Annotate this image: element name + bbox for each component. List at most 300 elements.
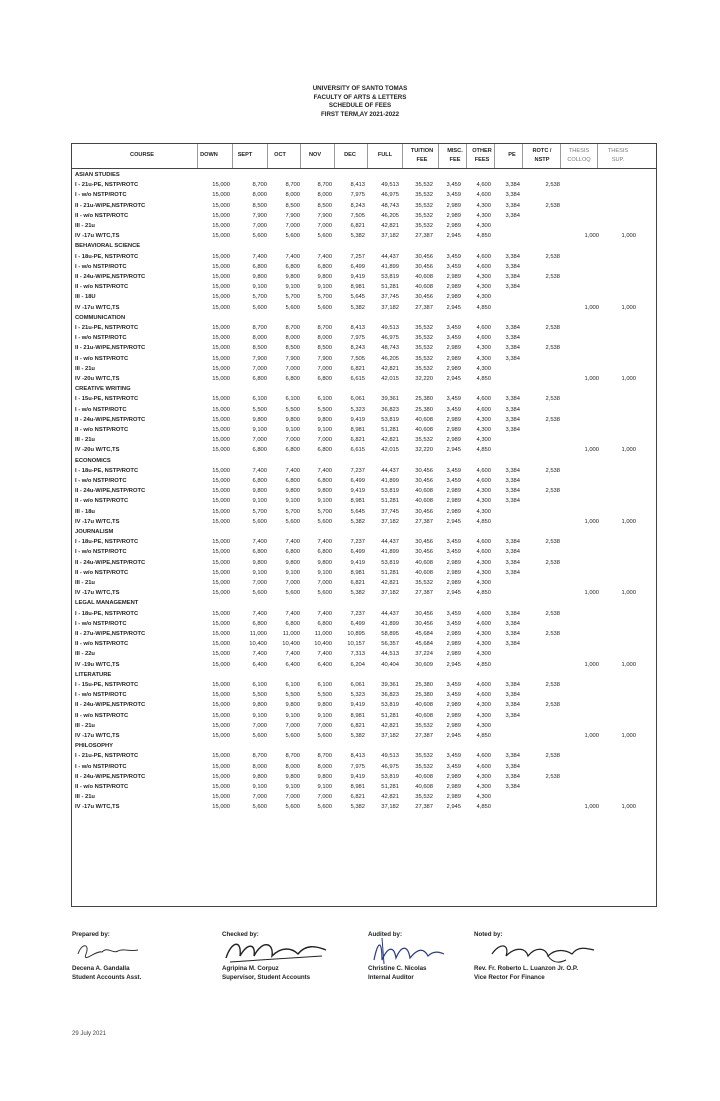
amount-cell: 15,000 bbox=[212, 610, 230, 617]
amount-cell: 5,500 bbox=[252, 692, 267, 699]
amount-cell: 4,300 bbox=[476, 498, 491, 505]
signatory-name: Christine C. Nicolas bbox=[368, 965, 427, 972]
amount-cell: 6,499 bbox=[350, 263, 365, 270]
amount-cell: 6,499 bbox=[350, 478, 365, 484]
amount-cell: 1,000 bbox=[621, 804, 636, 811]
amount-cell: 6,100 bbox=[317, 396, 332, 403]
amount-cell: 4,300 bbox=[476, 355, 491, 362]
amount-cell: 4,300 bbox=[476, 488, 491, 495]
amount-cell: 7,400 bbox=[252, 253, 267, 260]
amount-cell: 40,608 bbox=[415, 498, 433, 505]
table-row bbox=[72, 496, 656, 506]
amount-cell: 1,000 bbox=[621, 233, 636, 240]
amount-cell: 6,821 bbox=[350, 437, 365, 444]
amount-cell: 7,000 bbox=[317, 223, 332, 229]
amount-cell: 3,384 bbox=[505, 284, 520, 291]
amount-cell: 35,532 bbox=[415, 437, 433, 444]
amount-cell: 7,900 bbox=[317, 212, 332, 219]
amount-cell: 53,819 bbox=[381, 274, 399, 280]
signature-audited bbox=[368, 934, 448, 966]
amount-cell: 6,800 bbox=[285, 447, 300, 454]
amount-cell: 2,538 bbox=[545, 631, 560, 637]
amount-cell: 5,600 bbox=[252, 518, 267, 525]
amount-cell: 2,989 bbox=[446, 355, 461, 362]
amount-cell: 30,456 bbox=[415, 539, 433, 546]
amount-cell: 7,900 bbox=[285, 212, 300, 219]
amount-cell: 41,899 bbox=[381, 620, 399, 627]
course-cell: II - 24u-W/PE,NSTP/ROTC bbox=[75, 773, 146, 780]
table-row bbox=[72, 762, 656, 772]
course-cell: I - w/o NSTP/ROTC bbox=[75, 263, 127, 270]
amount-cell: 15,000 bbox=[212, 192, 230, 199]
amount-cell: 3,384 bbox=[505, 559, 520, 566]
course-cell: III - 22u bbox=[75, 651, 95, 658]
amount-cell: 2,989 bbox=[446, 559, 461, 566]
amount-cell: 32,220 bbox=[415, 376, 433, 382]
course-cell: II - 24u-W/PE,NSTP/ROTC bbox=[75, 702, 146, 709]
amount-cell: 6,800 bbox=[252, 376, 267, 382]
amount-cell: 5,600 bbox=[285, 590, 300, 597]
table-row bbox=[72, 547, 656, 557]
amount-cell: 1,000 bbox=[621, 590, 636, 597]
university-name: UNIVERSITY OF SANTO TOMAS bbox=[312, 85, 408, 92]
amount-cell: 15,000 bbox=[212, 304, 230, 311]
amount-cell: 7,000 bbox=[252, 223, 267, 229]
amount-cell: 45,684 bbox=[415, 641, 433, 648]
table-row bbox=[72, 619, 656, 629]
table-row bbox=[72, 333, 656, 343]
amount-cell: 2,538 bbox=[545, 396, 560, 403]
amount-cell: 7,400 bbox=[285, 539, 300, 546]
amount-cell: 7,000 bbox=[285, 580, 300, 586]
amount-cell: 2,989 bbox=[446, 212, 461, 219]
amount-cell: 15,000 bbox=[212, 661, 230, 668]
amount-cell: 15,000 bbox=[212, 437, 230, 444]
amount-cell: 35,532 bbox=[415, 325, 433, 331]
amount-cell: 9,800 bbox=[285, 773, 300, 780]
amount-cell: 53,819 bbox=[381, 488, 399, 495]
amount-cell: 2,538 bbox=[545, 773, 560, 780]
amount-cell: 2,538 bbox=[545, 325, 560, 331]
amount-cell: 2,989 bbox=[446, 569, 461, 576]
amount-cell: 27,387 bbox=[415, 590, 433, 597]
amount-cell: 3,384 bbox=[505, 274, 520, 280]
amount-cell: 7,313 bbox=[350, 651, 365, 658]
table-row bbox=[72, 394, 656, 404]
amount-cell: 2,538 bbox=[545, 682, 560, 688]
amount-cell: 2,989 bbox=[446, 641, 461, 648]
amount-cell: 15,000 bbox=[212, 763, 230, 770]
amount-cell: 4,600 bbox=[476, 396, 491, 403]
amount-cell: 6,100 bbox=[285, 396, 300, 403]
amount-cell: 5,600 bbox=[317, 233, 332, 240]
table-row bbox=[72, 405, 656, 415]
amount-cell: 9,800 bbox=[317, 559, 332, 566]
amount-cell: 7,000 bbox=[252, 794, 267, 801]
course-cell: IV -17u W/TC,TS bbox=[75, 590, 120, 597]
table-row bbox=[72, 374, 656, 384]
amount-cell: 30,609 bbox=[415, 661, 433, 668]
table-row bbox=[72, 649, 656, 659]
amount-cell: 30,456 bbox=[415, 620, 433, 627]
course-cell: I - 18u-PE, NSTP/ROTC bbox=[75, 467, 139, 474]
amount-cell: 7,257 bbox=[350, 253, 365, 260]
amount-cell: 7,000 bbox=[252, 437, 267, 444]
amount-cell: 4,850 bbox=[476, 733, 491, 739]
amount-cell: 5,323 bbox=[350, 692, 365, 699]
amount-cell: 3,459 bbox=[446, 325, 461, 331]
amount-cell: 51,281 bbox=[381, 498, 399, 505]
amount-cell: 4,850 bbox=[476, 376, 491, 382]
amount-cell: 6,800 bbox=[317, 478, 332, 484]
amount-cell: 8,700 bbox=[252, 182, 267, 189]
amount-cell: 7,900 bbox=[317, 355, 332, 362]
course-cell: I - w/o NSTP/ROTC bbox=[75, 763, 127, 770]
amount-cell: 3,384 bbox=[505, 263, 520, 270]
amount-cell: 9,100 bbox=[285, 784, 300, 790]
amount-cell: 4,300 bbox=[476, 437, 491, 444]
amount-cell: 41,899 bbox=[381, 263, 399, 270]
amount-cell: 5,500 bbox=[252, 406, 267, 413]
amount-cell: 9,800 bbox=[252, 773, 267, 780]
amount-cell: 8,700 bbox=[252, 753, 267, 760]
amount-cell: 7,400 bbox=[317, 610, 332, 617]
amount-cell: 7,237 bbox=[350, 610, 365, 617]
amount-cell: 51,281 bbox=[381, 569, 399, 576]
section-heading: BEHAVIORAL SCIENCE bbox=[75, 243, 141, 250]
amount-cell: 15,000 bbox=[212, 488, 230, 495]
amount-cell: 48,743 bbox=[381, 345, 399, 352]
amount-cell: 3,459 bbox=[446, 467, 461, 474]
amount-cell: 9,100 bbox=[252, 427, 267, 433]
amount-cell: 5,600 bbox=[317, 518, 332, 525]
amount-cell: 9,800 bbox=[285, 488, 300, 495]
amount-cell: 8,000 bbox=[252, 763, 267, 770]
amount-cell: 6,800 bbox=[285, 620, 300, 627]
amount-cell: 9,800 bbox=[317, 488, 332, 495]
amount-cell: 15,000 bbox=[212, 263, 230, 270]
amount-cell: 40,608 bbox=[415, 284, 433, 291]
signatory-name: Decena A. Gandalla bbox=[72, 965, 130, 972]
amount-cell: 3,459 bbox=[446, 253, 461, 260]
table-row bbox=[72, 731, 656, 741]
column-header-line: SUP. bbox=[611, 156, 625, 163]
amount-cell: 10,895 bbox=[347, 631, 365, 637]
table-header bbox=[72, 144, 656, 169]
amount-cell: 5,600 bbox=[252, 304, 267, 311]
amount-cell: 5,600 bbox=[285, 733, 300, 739]
amount-cell: 35,532 bbox=[415, 763, 433, 770]
amount-cell: 9,100 bbox=[252, 784, 267, 790]
amount-cell: 3,384 bbox=[505, 467, 520, 474]
amount-cell: 35,532 bbox=[415, 202, 433, 209]
amount-cell: 3,459 bbox=[446, 335, 461, 342]
amount-cell: 9,800 bbox=[285, 274, 300, 280]
table-row bbox=[72, 435, 656, 445]
amount-cell: 1,000 bbox=[621, 518, 636, 525]
column-header-line: COLLOQ bbox=[567, 156, 591, 163]
amount-cell: 25,380 bbox=[415, 682, 433, 688]
amount-cell: 9,100 bbox=[252, 284, 267, 291]
amount-cell: 9,100 bbox=[252, 712, 267, 719]
amount-cell: 6,800 bbox=[317, 263, 332, 270]
amount-cell: 15,000 bbox=[212, 692, 230, 699]
amount-cell: 4,600 bbox=[476, 682, 491, 688]
amount-cell: 1,000 bbox=[621, 447, 636, 454]
amount-cell: 3,459 bbox=[446, 396, 461, 403]
amount-cell: 5,645 bbox=[350, 508, 365, 515]
signatory-title: Vice Rector For Finance bbox=[474, 974, 545, 981]
amount-cell: 9,419 bbox=[350, 773, 365, 780]
amount-cell: 30,456 bbox=[415, 549, 433, 556]
table-row bbox=[72, 711, 656, 721]
amount-cell: 3,459 bbox=[446, 763, 461, 770]
amount-cell: 2,989 bbox=[446, 498, 461, 505]
amount-cell: 36,823 bbox=[381, 692, 399, 699]
amount-cell: 40,608 bbox=[415, 784, 433, 790]
course-cell: IV -17u W/TC,TS bbox=[75, 304, 120, 311]
course-cell: IV -20u W/TC,TS bbox=[75, 447, 120, 454]
signatory-title: Student Accounts Asst. bbox=[72, 974, 142, 981]
table-row bbox=[72, 609, 656, 619]
table-row bbox=[72, 700, 656, 710]
amount-cell: 7,000 bbox=[285, 794, 300, 801]
amount-cell: 30,456 bbox=[415, 508, 433, 515]
amount-cell: 3,459 bbox=[446, 682, 461, 688]
amount-cell: 40,608 bbox=[415, 559, 433, 566]
amount-cell: 6,800 bbox=[317, 620, 332, 627]
amount-cell: 15,000 bbox=[212, 518, 230, 525]
course-cell: I - 15u-PE, NSTP/ROTC bbox=[75, 682, 139, 688]
amount-cell: 15,000 bbox=[212, 580, 230, 586]
amount-cell: 15,000 bbox=[212, 702, 230, 709]
course-cell: I - w/o NSTP/ROTC bbox=[75, 335, 127, 342]
table-row bbox=[72, 466, 656, 476]
amount-cell: 9,800 bbox=[252, 559, 267, 566]
column-divider bbox=[334, 144, 335, 168]
amount-cell: 44,437 bbox=[381, 467, 399, 474]
table-row bbox=[72, 588, 656, 598]
amount-cell: 58,895 bbox=[381, 631, 399, 637]
amount-cell: 9,419 bbox=[350, 702, 365, 709]
amount-cell: 7,400 bbox=[252, 539, 267, 546]
table-row bbox=[72, 537, 656, 547]
amount-cell: 40,608 bbox=[415, 702, 433, 709]
amount-cell: 2,945 bbox=[446, 590, 461, 597]
column-header-line: THESIS bbox=[568, 148, 590, 154]
amount-cell: 30,456 bbox=[415, 467, 433, 474]
amount-cell: 5,700 bbox=[252, 508, 267, 515]
amount-cell: 4,600 bbox=[476, 253, 491, 260]
amount-cell: 3,459 bbox=[446, 263, 461, 270]
column-divider bbox=[466, 144, 467, 168]
amount-cell: 2,538 bbox=[545, 202, 560, 209]
amount-cell: 8,000 bbox=[317, 335, 332, 342]
amount-cell: 5,600 bbox=[285, 804, 300, 811]
amount-cell: 42,821 bbox=[381, 223, 399, 229]
amount-cell: 8,700 bbox=[252, 325, 267, 331]
amount-cell: 9,100 bbox=[317, 712, 332, 719]
amount-cell: 4,600 bbox=[476, 406, 491, 413]
amount-cell: 4,600 bbox=[476, 335, 491, 342]
amount-cell: 2,989 bbox=[446, 427, 461, 433]
course-cell: I - 21u-PE, NSTP/ROTC bbox=[75, 182, 139, 189]
amount-cell: 9,100 bbox=[285, 427, 300, 433]
amount-cell: 8,000 bbox=[252, 335, 267, 342]
course-cell: IV -17u W/TC,TS bbox=[75, 804, 120, 811]
course-cell: I - w/o NSTP/ROTC bbox=[75, 620, 127, 627]
column-header-line: NOV bbox=[308, 152, 322, 158]
course-cell: II - w/o NSTP/ROTC bbox=[75, 427, 129, 433]
amount-cell: 44,437 bbox=[381, 610, 399, 617]
amount-cell: 27,387 bbox=[415, 804, 433, 811]
amount-cell: 1,000 bbox=[584, 590, 599, 597]
amount-cell: 7,000 bbox=[285, 722, 300, 729]
amount-cell: 4,300 bbox=[476, 223, 491, 229]
signatory-label: Noted by: bbox=[474, 931, 503, 938]
amount-cell: 7,000 bbox=[317, 365, 332, 372]
amount-cell: 3,384 bbox=[505, 335, 520, 342]
amount-cell: 6,100 bbox=[252, 396, 267, 403]
amount-cell: 3,384 bbox=[505, 539, 520, 546]
amount-cell: 41,899 bbox=[381, 549, 399, 556]
amount-cell: 8,500 bbox=[285, 345, 300, 352]
amount-cell: 9,100 bbox=[317, 427, 332, 433]
table-row bbox=[72, 425, 656, 435]
amount-cell: 11,000 bbox=[282, 631, 300, 637]
amount-cell: 7,237 bbox=[350, 467, 365, 474]
amount-cell: 15,000 bbox=[212, 559, 230, 566]
amount-cell: 3,459 bbox=[446, 406, 461, 413]
amount-cell: 3,384 bbox=[505, 682, 520, 688]
amount-cell: 2,538 bbox=[545, 416, 560, 423]
amount-cell: 4,300 bbox=[476, 794, 491, 801]
amount-cell: 2,989 bbox=[446, 223, 461, 229]
column-header-line: FEE bbox=[416, 156, 428, 163]
amount-cell: 8,000 bbox=[252, 192, 267, 199]
amount-cell: 15,000 bbox=[212, 712, 230, 719]
column-header bbox=[117, 151, 167, 160]
amount-cell: 6,800 bbox=[285, 263, 300, 270]
amount-cell: 3,384 bbox=[505, 631, 520, 637]
column-divider bbox=[367, 144, 368, 168]
amount-cell: 35,532 bbox=[415, 345, 433, 352]
amount-cell: 8,981 bbox=[350, 498, 365, 505]
amount-cell: 5,600 bbox=[317, 733, 332, 739]
amount-cell: 2,989 bbox=[446, 631, 461, 637]
amount-cell: 9,800 bbox=[252, 702, 267, 709]
amount-cell: 8,243 bbox=[350, 202, 365, 209]
course-cell: IV -17u W/TC,TS bbox=[75, 233, 120, 240]
amount-cell: 4,600 bbox=[476, 549, 491, 556]
amount-cell: 4,300 bbox=[476, 722, 491, 729]
table-row bbox=[72, 782, 656, 792]
amount-cell: 4,300 bbox=[476, 641, 491, 648]
signatory-audited bbox=[368, 930, 478, 981]
amount-cell: 4,300 bbox=[476, 784, 491, 790]
amount-cell: 3,384 bbox=[505, 253, 520, 260]
amount-cell: 15,000 bbox=[212, 233, 230, 240]
amount-cell: 6,821 bbox=[350, 794, 365, 801]
amount-cell: 4,300 bbox=[476, 427, 491, 433]
amount-cell: 3,384 bbox=[505, 620, 520, 627]
amount-cell: 15,000 bbox=[212, 284, 230, 291]
table-row bbox=[72, 364, 656, 374]
amount-cell: 3,384 bbox=[505, 416, 520, 423]
amount-cell: 37,745 bbox=[381, 508, 399, 515]
amount-cell: 10,157 bbox=[347, 641, 365, 648]
amount-cell: 37,182 bbox=[381, 233, 399, 240]
amount-cell: 2,989 bbox=[446, 274, 461, 280]
signatory-checked bbox=[222, 930, 372, 981]
amount-cell: 40,608 bbox=[415, 773, 433, 780]
amount-cell: 2,538 bbox=[545, 274, 560, 280]
course-cell: II - 21u-W/PE,NSTP/ROTC bbox=[75, 202, 146, 209]
amount-cell: 37,182 bbox=[381, 733, 399, 739]
amount-cell: 2,945 bbox=[446, 376, 461, 382]
amount-cell: 3,459 bbox=[446, 610, 461, 617]
amount-cell: 51,281 bbox=[381, 284, 399, 291]
amount-cell: 15,000 bbox=[212, 722, 230, 729]
amount-cell: 3,384 bbox=[505, 569, 520, 576]
signatory-label: Checked by: bbox=[222, 931, 259, 938]
amount-cell: 27,387 bbox=[415, 233, 433, 240]
amount-cell: 5,700 bbox=[252, 294, 267, 301]
amount-cell: 3,384 bbox=[505, 345, 520, 352]
table-row bbox=[72, 211, 656, 221]
signatory-title: Internal Auditor bbox=[368, 974, 414, 981]
table-row bbox=[72, 486, 656, 496]
amount-cell: 3,384 bbox=[505, 753, 520, 760]
amount-cell: 56,357 bbox=[381, 641, 399, 648]
amount-cell: 3,384 bbox=[505, 610, 520, 617]
course-cell: III - 21u bbox=[75, 365, 95, 372]
amount-cell: 4,850 bbox=[476, 518, 491, 525]
amount-cell: 6,204 bbox=[350, 661, 365, 668]
amount-cell: 15,000 bbox=[212, 467, 230, 474]
amount-cell: 15,000 bbox=[212, 569, 230, 576]
amount-cell: 15,000 bbox=[212, 325, 230, 331]
amount-cell: 4,600 bbox=[476, 620, 491, 627]
table-row bbox=[72, 629, 656, 639]
amount-cell: 8,981 bbox=[350, 784, 365, 790]
amount-cell: 53,819 bbox=[381, 702, 399, 709]
amount-cell: 35,532 bbox=[415, 580, 433, 586]
amount-cell: 4,850 bbox=[476, 233, 491, 240]
amount-cell: 2,538 bbox=[545, 753, 560, 760]
table-row bbox=[72, 507, 656, 517]
section-heading: LEGAL MANAGEMENT bbox=[75, 600, 139, 607]
amount-cell: 5,600 bbox=[317, 804, 332, 811]
fee-schedule-table bbox=[71, 143, 657, 907]
table-row bbox=[72, 354, 656, 364]
amount-cell: 2,538 bbox=[545, 182, 560, 189]
table-row bbox=[72, 690, 656, 700]
amount-cell: 9,419 bbox=[350, 416, 365, 423]
amount-cell: 35,532 bbox=[415, 355, 433, 362]
amount-cell: 30,456 bbox=[415, 478, 433, 484]
amount-cell: 15,000 bbox=[212, 753, 230, 760]
amount-cell: 5,382 bbox=[350, 518, 365, 525]
column-header-line: FEES bbox=[474, 156, 490, 163]
amount-cell: 4,300 bbox=[476, 631, 491, 637]
amount-cell: 15,000 bbox=[212, 641, 230, 648]
course-cell: II - 27u-W/PE,NSTP/ROTC bbox=[75, 631, 146, 637]
amount-cell: 6,800 bbox=[285, 549, 300, 556]
amount-cell: 3,384 bbox=[505, 784, 520, 790]
amount-cell: 4,300 bbox=[476, 202, 491, 209]
amount-cell: 4,300 bbox=[476, 651, 491, 658]
